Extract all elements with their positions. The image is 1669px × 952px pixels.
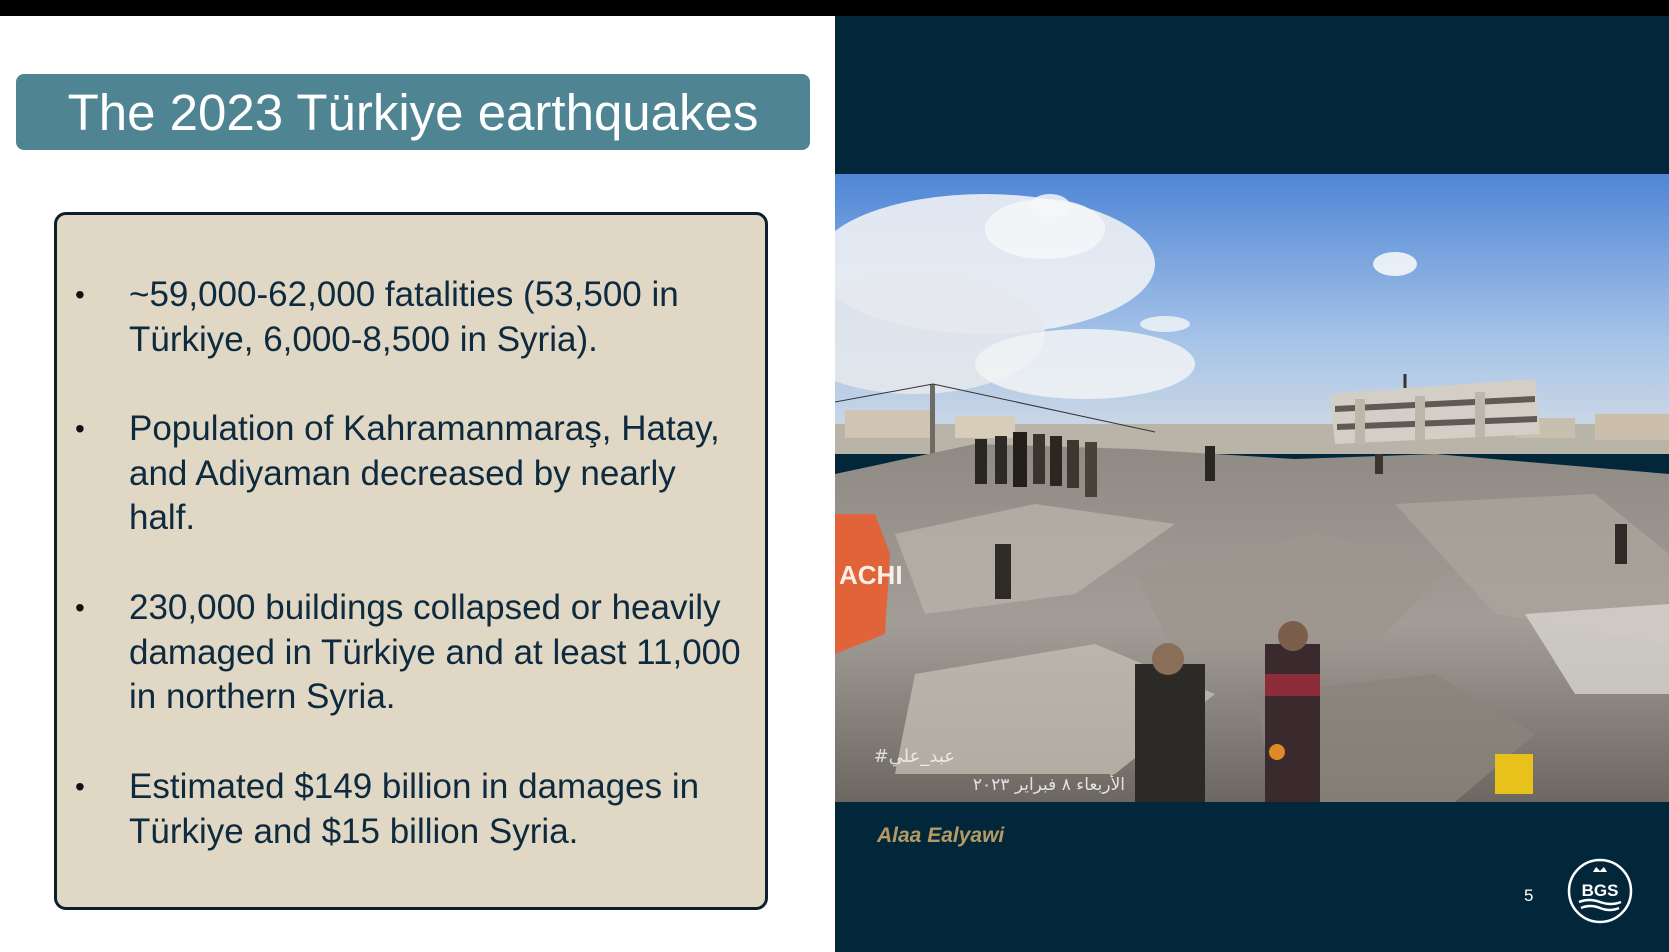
crown-icon bbox=[1593, 867, 1607, 872]
bullet-text: 230,000 buildings collapsed or heavily damaged in Türkiye and at least 11,000 in northern Syria. bbox=[129, 588, 741, 716]
bullet-text: Estimated $149 billion in damages in Türkiye and $15 billion Syria. bbox=[129, 767, 700, 851]
rubble-field bbox=[835, 444, 1669, 802]
presentation-slide bbox=[0, 16, 1669, 952]
bgs-logo bbox=[1567, 858, 1633, 924]
watermark-line2: الأربعاء ٨ فبراير ٢٠٢٣ bbox=[972, 775, 1125, 795]
watermark-line1: #عبد_علي bbox=[873, 746, 955, 767]
excavator-label: ACHI bbox=[839, 560, 903, 590]
earthquake-rubble-photo bbox=[835, 174, 1669, 802]
logo-text: BGS bbox=[1581, 881, 1619, 900]
slide-title: The 2023 Türkiye earthquakes bbox=[67, 83, 759, 141]
bullet-symbol: • bbox=[75, 279, 85, 310]
title-banner bbox=[16, 74, 810, 150]
photo-credit: Alaa Ealyawi bbox=[877, 824, 1005, 847]
bullet-box bbox=[54, 212, 768, 910]
bullet-text: ~59,000-62,000 fatalities (53,500 in Türkiye, 6,000-8,500 in Syria). bbox=[129, 275, 679, 359]
bullet-symbol: • bbox=[75, 413, 85, 444]
bullet-text: Population of Kahramanmaraş, Hatay, and Adiyaman decreased by nearly half. bbox=[129, 409, 720, 537]
bullet-symbol: • bbox=[75, 592, 85, 623]
photo-sky bbox=[835, 174, 1669, 454]
slide-number: 5 bbox=[1524, 886, 1534, 905]
bullet-symbol: • bbox=[75, 771, 85, 802]
